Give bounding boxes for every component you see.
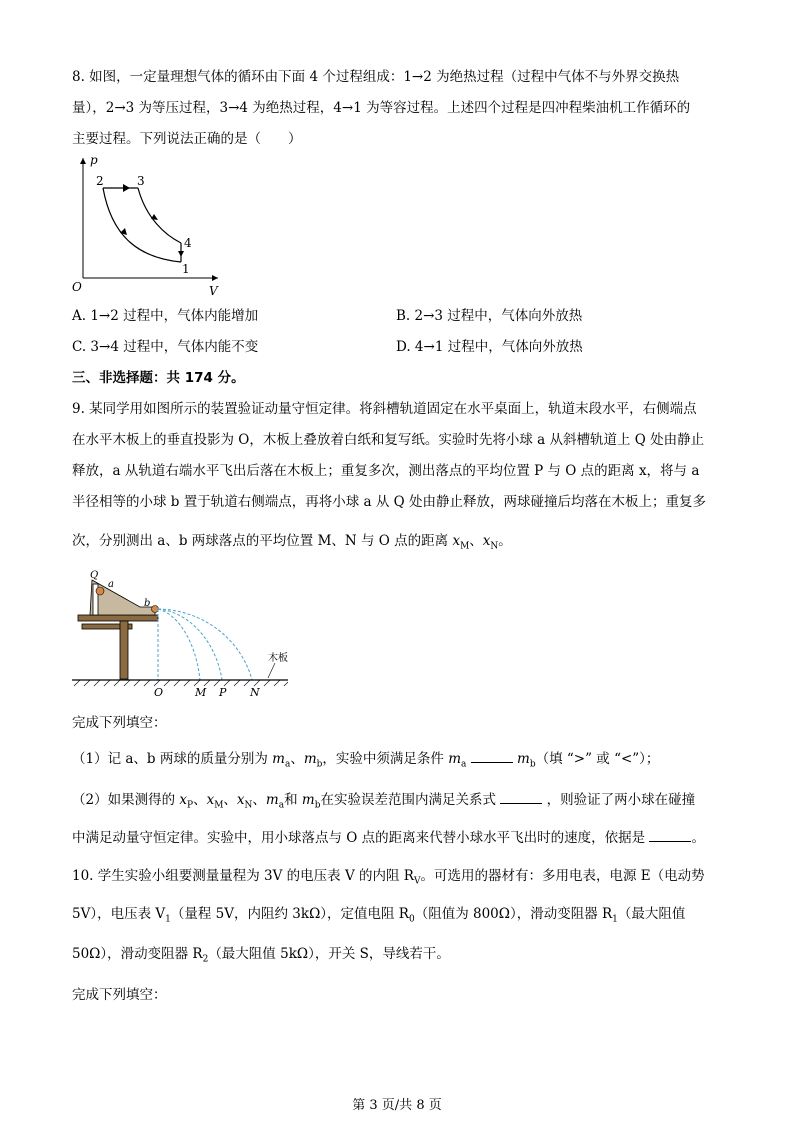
arrow-1-2-icon [120,228,127,235]
table-leg [120,621,128,679]
q8-line2: 量），2→3 为等压过程，3→4 为绝热过程，4→1 为等容过程。上述四个过程是四冲程柴油机工作循环的 [72,100,691,116]
q9-part2-line2: 中满足动量守恒定律。实验中，用小球落点与 O 点的距离来代替小球水平飞出时的速度，依据是 。 [72,830,705,846]
q10-fill-prompt: 完成下列填空： [72,987,167,1003]
table-top [78,615,158,621]
pv-diagram [70,150,230,300]
trajectory-p [158,609,222,680]
page-footer: 第 3 页/共 8 页 [352,1098,442,1113]
process-3-4 [138,188,181,243]
q9-fill-prompt: 完成下列填空： [72,715,167,731]
answer-blank-2[interactable] [500,791,542,804]
q8-option-c: C. 3→4 过程中，气体内能不变 [72,339,259,355]
trajectory-n [158,609,252,680]
q8-line1: 8. 如图，一定量理想气体的循环由下面 4 个过程组成：1→2 为绝热过程（过程中气体不与外界交换热 [72,69,680,85]
q9-line4: 半径相等的小球 b 置于轨道右侧端点，再将小球 a 从 Q 处由静止释放，两球碰撞后均落在木板上；重复多 [72,494,707,510]
answer-blank-1[interactable] [471,750,513,763]
q8-line3: 主要过程。下列说法正确的是（ ） [72,131,302,147]
q10-line2: 5V），电压表 $V_1$（量程 5V，内阻约 3kΩ），定值电阻 $R_0$（阻值为 800Ω），滑动变阻器 $R_1$（最大阻值 [72,906,686,925]
collision-apparatus [70,562,295,702]
point-1: 1 [182,262,190,276]
arrow-3-4-icon [151,214,158,220]
point-2: 2 [96,174,104,188]
label-a: a [108,579,114,590]
label-m: M [195,686,207,699]
board-label: 木板 [268,653,288,664]
label-p: P [219,686,227,699]
arrow-2-3-icon [123,184,130,192]
arrow-4-1-icon [178,251,184,257]
q8-option-d: D. 4→1 过程中，气体向外放热 [396,339,583,355]
q10-line1: 10. 学生实验小组要测量量程为 3V 的电压表 V 的内阻 $R_V$。可选用的器材有：多用电表，电源 E（电动势 [72,868,705,887]
q9-part2-line1: （2）如果测得的 $x_P$、$x_M$、$x_N$、$m_a$和 $m_b$在实验误差范围内满足关系式 ，则验证了两小球在碰撞 [72,792,696,811]
q9-line5: 次，分别测出 a、b 两球落点的平均位置 M、N 与 O 点的距离 $x_M$、$x_N$。 [72,533,512,552]
q10-line3: 50Ω），滑动变阻器 $R_2$（最大阻值 5kΩ），开关 S，导线若干。 [72,946,450,965]
q9-line1: 9. 某同学用如图所示的装置验证动量守恒定律。将斜槽轨道固定在水平桌面上，轨道末段水平，右侧端点 [72,401,697,417]
q9-line3: 释放，a 从轨道右端水平飞出后落在木板上；重复多次，测出落点的平均位置 P 与 O 点的距离 x，将与 a [72,463,700,479]
v-label: V [209,284,218,298]
origin-label: O [72,280,82,294]
point-3: 3 [137,174,145,188]
ball-a [96,587,104,595]
q9-line2: 在水平木板上的垂直投影为 O，木板上叠放着白纸和复写纸。实验时先将小球 a 从斜槽轨道上 Q 处由静止 [72,432,705,448]
section-heading: 三、非选择题：共 174 分。 [72,370,245,386]
label-q: Q [90,570,99,581]
q9-part1: （1）记 a、b 两球的质量分别为 $m_a$、$m_b$，实验中须满足条件 $m_a$ $m_b$（填 “>” 或 “<”）； [72,751,660,770]
point-4: 4 [184,236,192,250]
p-label: p [90,153,98,167]
ball-b [152,606,159,613]
answer-blank-3[interactable] [649,829,691,842]
board-pointer [268,663,275,678]
label-b: b [144,598,151,609]
trajectory-m [158,609,200,680]
q8-option-a: A. 1→2 过程中，气体内能增加 [72,308,259,324]
label-o: O [154,686,164,699]
q8-option-b: B. 2→3 过程中，气体向外放热 [396,308,583,324]
label-n: N [250,686,260,699]
